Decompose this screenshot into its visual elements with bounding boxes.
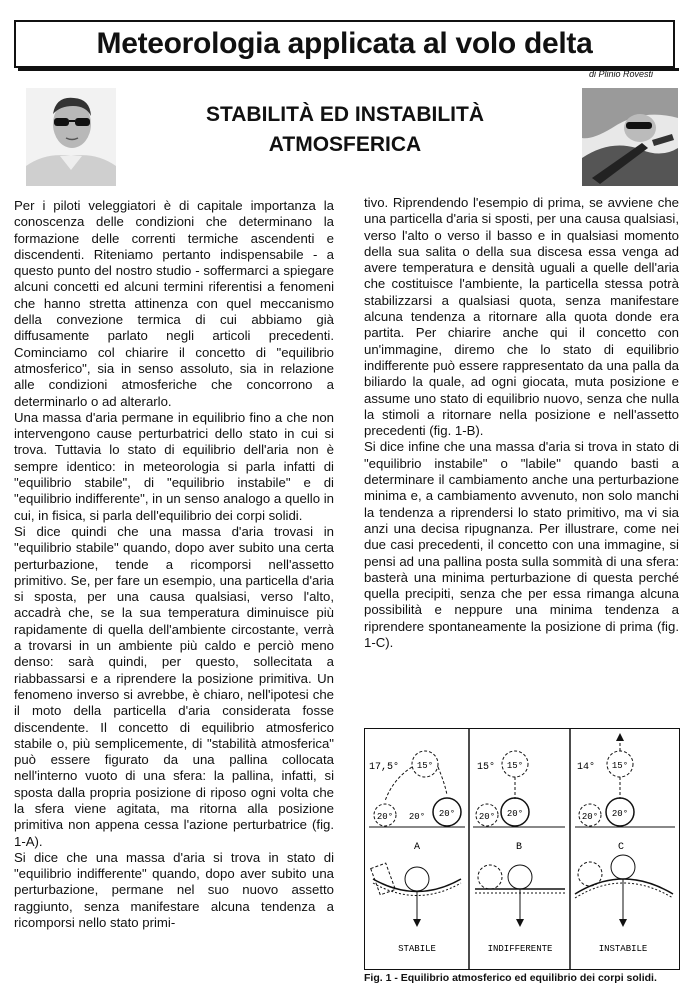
panel-c-label: INSTABILE	[598, 944, 648, 954]
panel-b-left-temp: 20°	[478, 812, 496, 822]
panel-a-left-temp: 20°	[376, 812, 394, 822]
panel-b-ball-temp: 20°	[506, 809, 524, 819]
figure-caption: Fig. 1 - Equilibrio atmosferico ed equilibrio dei corpi solidi.	[364, 972, 657, 984]
title-shadow-rule	[18, 68, 679, 71]
panel-a-letter: A	[413, 842, 421, 853]
panel-c-top-temp: 15°	[611, 761, 629, 771]
panel-a-top-temp: 15°	[416, 761, 434, 771]
panel-c-left-temp: 20°	[581, 812, 599, 822]
article-title-line-2: ATMOSFERICA	[268, 133, 422, 156]
magazine-title-box	[14, 20, 675, 68]
panel-b-label: INDIFFERENTE	[487, 944, 553, 954]
paragraph: tivo. Riprendendo l'esempio di prima, se avviene che una particella d'aria si sposti, per una causa qualsiasi, verso l'alto o verso il basso e in qualsiasi momento della sua salita o della sua discesa essa venga ad avere temperatura e densità uguali a quelle dell'aria che costituisce l'ambiente, la particella stessa potrà stabilizzarsi a qualsiasi quota, senza manifestare alcuna tendenza a ritornare alla quota donde era partita. Per chiarire anche qui il concetto con un'immagine, diremo che lo stato di equilibrio indifferente può essere rappresentato da una palla da biliardo la quale, ad ogni giocata, muta posizione e assume uno stato di equilibrio nuovo, senza che nulla la stimoli a ritornare nella posizione e nell'assetto precedenti (fig. 1-B).	[364, 195, 679, 439]
article-title-line-1: STABILITÀ ED INSTABILITÀ	[205, 103, 485, 126]
panel-a-bottom-temp: 20°	[408, 812, 426, 822]
panel-c-side-temp: 14°	[577, 762, 596, 773]
left-text-column	[14, 198, 334, 931]
panel-c-letter: C	[617, 842, 625, 853]
panel-a-ball-temp: 20°	[438, 809, 456, 819]
panel-c-ball-temp: 20°	[611, 809, 629, 819]
paragraph: Si dice che una massa d'aria si trova in stato di "equilibrio indifferente" quando, dopo aver subito una perturbazione, permane nel suo nuovo assetto raggiunto, senza manifestare alcuna tendenza a ricomporsi nello stato primi-	[14, 849, 334, 931]
panel-b-letter: B	[515, 842, 523, 853]
paragraph: Si dice quindi che una massa d'aria trovasi in "equilibrio stabile" quando, dopo aver subito una certa perturbazione, tende a ricomporsi nell'assetto primitivo. Se, per fare un esempio, una particella d'aria si sposta, per una causa qualsiasi, verso l'alto, accadrà che, se la sua temperatura diminuisce più rapidamente di quella dell'ambiente circostante, verrà a trovarsi in un ambiente più caldo e perciò meno denso: sarà quindi, per questo, sollecitata a riabbassarsi e a riprendere la posizione primitiva. Un fenomeno inverso si avrebbe, è chiaro, nell'ipotesi che il moto della particella d'aria considerata fosse discendente. Il concetto di equilibrio atmosferico stabile o, più semplicemente, di "stabilità atmosferica" può essere figurato da una pallina collocata nell'interno vuoto di una sfera: la pallina, infatti, si sposta dalla propria posizione di riposo ogni volta che la sfera viene agitata, ma ritorna alla posizione primitiva non appena cessa l'azione perturbatrice (fig. 1-A).	[14, 523, 334, 849]
panel-c-unstable	[575, 733, 675, 954]
pilot-photo	[582, 88, 678, 186]
panel-a-side-temp: 17,5°	[369, 762, 400, 773]
magazine-title: Meteorologia applicata al volo delta	[96, 27, 593, 60]
paragraph: Per i piloti veleggiatori è di capitale importanza la conoscenza delle condizioni che determinano la formazione delle correnti termiche ascendenti e discendenti. Riteniamo pertanto indispensabile - a questo punto del nostro studio - soffermarci a spiegare alcuni concetti ed alcuni termini riferentisi a fenomeni che hanno stretta attinenza con quel meccanismo della convezione termica di cui abbiamo già diffusamente parlato negli articoli precedenti. Cominciamo col chiarire il concetto di "equilibrio atmosferico", sia in senso assoluto, sia in relazione alle condizioni atmosferiche che concorrono a determinarlo o ad alterarlo.	[14, 198, 334, 409]
panel-b-indifferent	[473, 751, 565, 954]
author-byline: di Plinio Rovesti	[588, 69, 653, 79]
panel-a-label: STABILE	[398, 944, 436, 954]
panel-b-side-temp: 15°	[477, 762, 496, 773]
paragraph: Una massa d'aria permane in equilibrio fino a che non intervengono cause perturbatrici dello stato in cui si trova. Tuttavia lo stato di equilibrio dell'aria non è sempre identico: in meteorologia si parla infatti di "equilibrio stabile", di "equilibrio instabile" e di "equilibrio indifferente", in un senso analogo a quello in cui, in fisica, si parla dell'equilibrio dei corpi solidi.	[14, 409, 334, 523]
author-portrait-photo	[26, 88, 116, 186]
panel-b-top-temp: 15°	[506, 761, 524, 771]
panel-a-stable	[369, 751, 465, 954]
right-text-column	[364, 195, 679, 651]
figure-1-diagram	[364, 728, 680, 970]
paragraph: Si dice infine che una massa d'aria si trova in stato di "equilibrio instabile" o "labile" quando basti a determinare il cambiamento anche una perturbazione minima e, a cambiamento avvenuto, non solo manchi la tendenza a riprendersi lo stato primitivo, ma vi sia anzi una decisa ripugnanza. Per illustrare, come nei due casi precedenti, il concetto con una immagine, si pensi ad una pallina posta sulla sommità di una sfera: basterà una minima perturbazione di questa perché quella precipiti, senza che per essa rimanga alcuna possibilità e neppure una minima tendenza a riprendere spontaneamente la posizione di prima (fig. 1-C).	[364, 439, 679, 651]
article-title	[130, 100, 560, 160]
